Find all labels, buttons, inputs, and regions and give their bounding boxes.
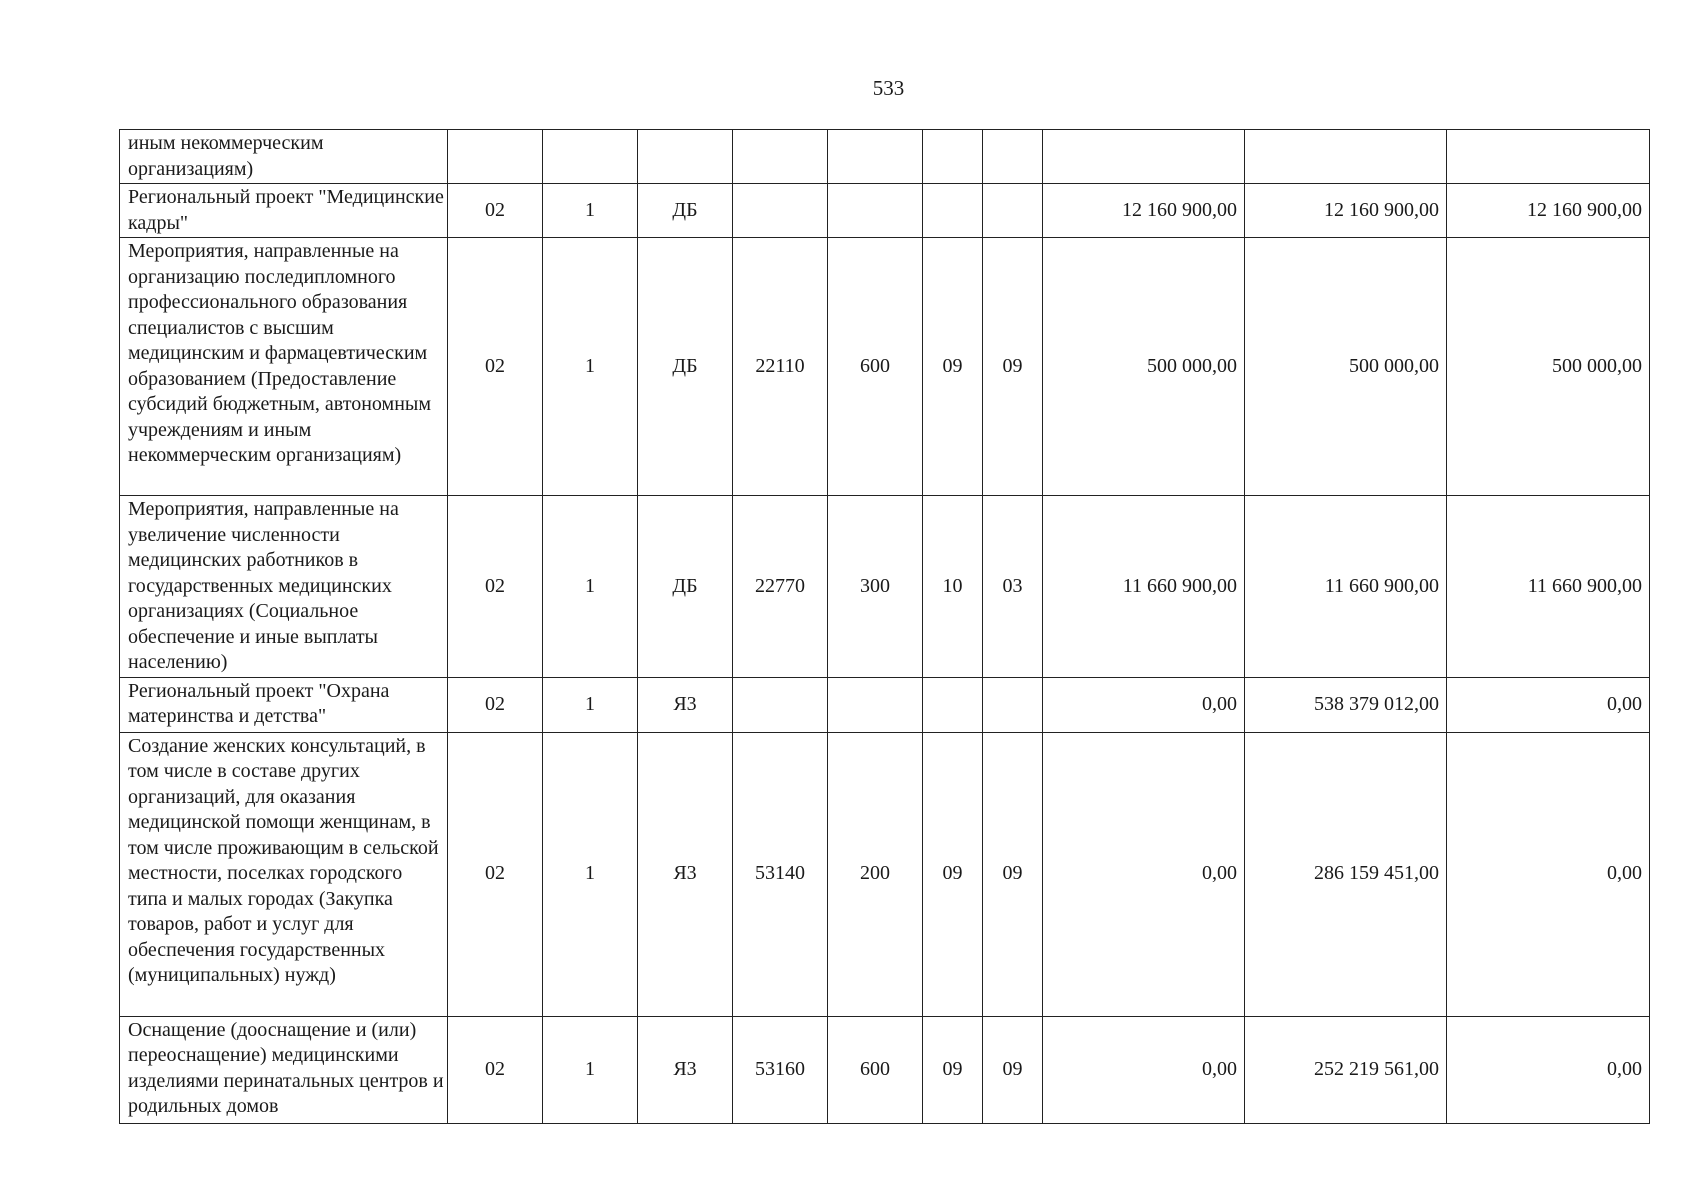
- amount-year-2: [1245, 130, 1447, 184]
- subprogram-code: 1: [543, 677, 638, 732]
- amount-year-3: 0,00: [1447, 1016, 1650, 1123]
- program-code: 02: [448, 677, 543, 732]
- amount-year-2: 286 159 451,00: [1245, 732, 1447, 1016]
- row-description: Оснащение (дооснащение и (или) переоснащение) медицинскими изделиями перинатальных центров и родильных домов: [120, 1016, 448, 1123]
- section-code: [923, 184, 983, 238]
- amount-year-2: 538 379 012,00: [1245, 677, 1447, 732]
- direction-code: 53140: [733, 732, 828, 1016]
- amount-year-2: 500 000,00: [1245, 238, 1447, 496]
- row-description: Создание женских консультаций, в том числе в составе других организаций, для оказания медицинской помощи женщинам, в том числе проживающим в сельской местности, поселках городского типа и малых городах (Закупка товаров, работ и услуг для обеспечения государственных (муниципальных) нужд): [120, 732, 448, 1016]
- direction-code: [733, 677, 828, 732]
- direction-code: 53160: [733, 1016, 828, 1123]
- section-code: 09: [923, 238, 983, 496]
- amount-year-1: 0,00: [1043, 677, 1245, 732]
- subprogram-code: 1: [543, 238, 638, 496]
- row-description: Мероприятия, направленные на увеличение численности медицинских работников в государственных медицинских организациях (Социальное обеспечение и иные выплаты населению): [120, 496, 448, 678]
- project-code: Я3: [638, 677, 733, 732]
- expense-type-code: 600: [828, 238, 923, 496]
- project-code: ДБ: [638, 496, 733, 678]
- project-code: ДБ: [638, 238, 733, 496]
- program-code: 02: [448, 238, 543, 496]
- table-row: [120, 677, 1650, 732]
- table-row: [120, 130, 1650, 184]
- section-code: 10: [923, 496, 983, 678]
- table-row: [120, 732, 1650, 1016]
- amount-year-3: 12 160 900,00: [1447, 184, 1650, 238]
- program-code: [448, 130, 543, 184]
- budget-table: [119, 129, 1650, 1124]
- expense-type-code: 300: [828, 496, 923, 678]
- amount-year-3: 500 000,00: [1447, 238, 1650, 496]
- expense-type-code: [828, 130, 923, 184]
- subsection-code: [983, 130, 1043, 184]
- subsection-code: 03: [983, 496, 1043, 678]
- amount-year-1: [1043, 130, 1245, 184]
- amount-year-1: 11 660 900,00: [1043, 496, 1245, 678]
- project-code: Я3: [638, 1016, 733, 1123]
- program-code: 02: [448, 732, 543, 1016]
- amount-year-2: 12 160 900,00: [1245, 184, 1447, 238]
- subsection-code: [983, 677, 1043, 732]
- subprogram-code: 1: [543, 184, 638, 238]
- amount-year-3: 0,00: [1447, 732, 1650, 1016]
- project-code: ДБ: [638, 184, 733, 238]
- subsection-code: 09: [983, 238, 1043, 496]
- amount-year-3: [1447, 130, 1650, 184]
- section-code: 09: [923, 1016, 983, 1123]
- expense-type-code: [828, 677, 923, 732]
- section-code: [923, 677, 983, 732]
- program-code: 02: [448, 184, 543, 238]
- amount-year-2: 11 660 900,00: [1245, 496, 1447, 678]
- subprogram-code: 1: [543, 1016, 638, 1123]
- expense-type-code: [828, 184, 923, 238]
- direction-code: [733, 184, 828, 238]
- amount-year-3: 0,00: [1447, 677, 1650, 732]
- subsection-code: 09: [983, 1016, 1043, 1123]
- subprogram-code: 1: [543, 732, 638, 1016]
- section-code: 09: [923, 732, 983, 1016]
- project-code: [638, 130, 733, 184]
- program-code: 02: [448, 496, 543, 678]
- program-code: 02: [448, 1016, 543, 1123]
- direction-code: 22770: [733, 496, 828, 678]
- row-description: Региональный проект "Медицинские кадры": [120, 184, 448, 238]
- row-description: Региональный проект "Охрана материнства и детства": [120, 677, 448, 732]
- project-code: Я3: [638, 732, 733, 1016]
- direction-code: 22110: [733, 238, 828, 496]
- amount-year-1: 0,00: [1043, 732, 1245, 1016]
- amount-year-3: 11 660 900,00: [1447, 496, 1650, 678]
- amount-year-2: 252 219 561,00: [1245, 1016, 1447, 1123]
- table-row: [120, 238, 1650, 496]
- page-number: 533: [872, 76, 905, 100]
- subsection-code: [983, 184, 1043, 238]
- row-description: иным некоммерческим организациям): [120, 130, 448, 184]
- row-description: Мероприятия, направленные на организацию последипломного профессионального образования специалистов с высшим медицинским и фармацевтическим образованием (Предоставление субсидий бюджетным, автономным учреждениям и иным некоммерческим организациям): [120, 238, 448, 496]
- table-row: [120, 184, 1650, 238]
- subsection-code: 09: [983, 732, 1043, 1016]
- table-row: [120, 496, 1650, 678]
- subprogram-code: [543, 130, 638, 184]
- expense-type-code: 600: [828, 1016, 923, 1123]
- amount-year-1: 12 160 900,00: [1043, 184, 1245, 238]
- amount-year-1: 500 000,00: [1043, 238, 1245, 496]
- expense-type-code: 200: [828, 732, 923, 1016]
- subprogram-code: 1: [543, 496, 638, 678]
- section-code: [923, 130, 983, 184]
- table-row: [120, 1016, 1650, 1123]
- direction-code: [733, 130, 828, 184]
- amount-year-1: 0,00: [1043, 1016, 1245, 1123]
